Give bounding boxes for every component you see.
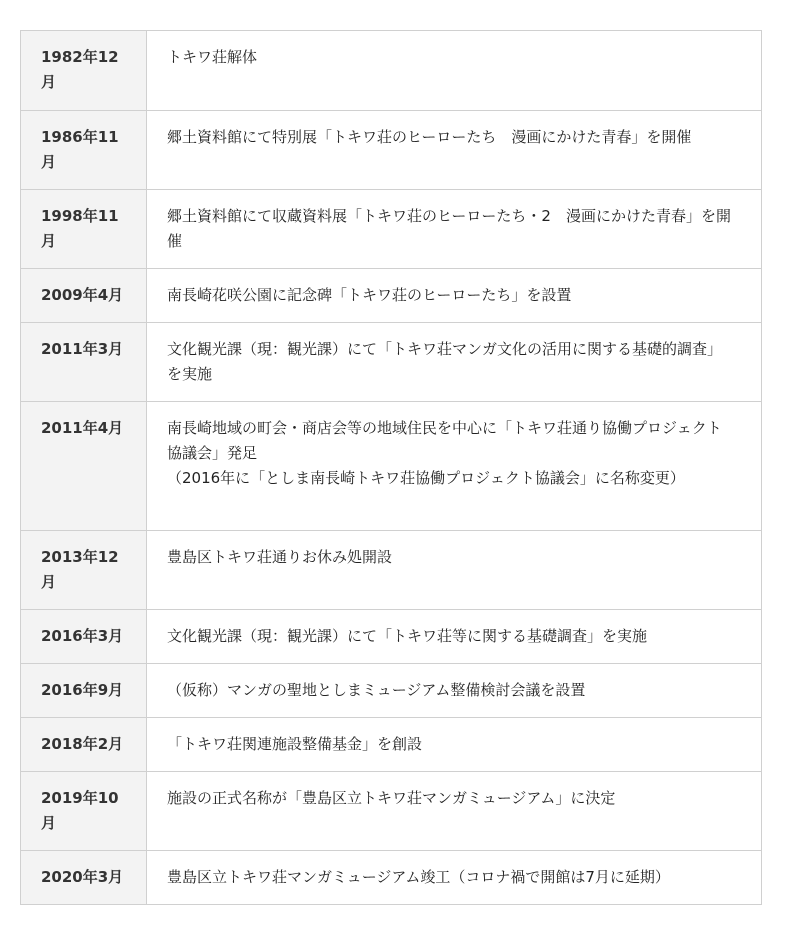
table-row [21,402,762,531]
event-cell [147,31,762,111]
event-cell [147,610,762,664]
table-row [21,531,762,610]
event-cell [147,323,762,402]
table-row [21,190,762,269]
table-row [21,323,762,402]
event-text: 「トキワ荘関連施設整備基金」を創設 [167,735,423,753]
date-cell: 2016年3月 [21,610,147,664]
table-row [21,664,762,718]
event-cell [147,402,762,531]
table-row [21,31,762,111]
event-note: （2016年に「としま南長崎トキワ荘協働プロジェクト協議会」に名称変更） [167,469,685,487]
event-text: 郷土資料館にて収蔵資料展「トキワ荘のヒーローたち・2 漫画にかけた青春」を開催 [167,207,731,250]
date-cell: 2018年2月 [21,718,147,772]
date-cell: 1998年11月 [21,190,147,269]
table-row [21,610,762,664]
event-text: 郷土資料館にて特別展「トキワ荘のヒーローたち 漫画にかけた青春」を開催 [167,128,692,146]
event-cell [147,772,762,851]
date-cell: 2020年3月 [21,851,147,905]
event-text: 豊島区立トキワ荘マンガミュージアム竣工（コロナ禍で開館は7月に延期） [167,868,670,886]
date-cell: 2019年10月 [21,772,147,851]
event-text: 施設の正式名称が「豊島区立トキワ荘マンガミュージアム」に決定 [167,789,616,807]
table-row [21,269,762,323]
event-text: 南長崎花咲公園に記念碑「トキワ荘のヒーローたち」を設置 [167,286,572,304]
date-cell: 2011年3月 [21,323,147,402]
event-cell [147,111,762,190]
table-row [21,772,762,851]
event-cell [147,531,762,610]
date-cell: 1982年12月 [21,31,147,111]
event-text: （仮称）マンガの聖地としまミュージアム整備検討会議を設置 [167,681,586,699]
event-cell [147,851,762,905]
event-text: 豊島区トキワ荘通りお休み処開設 [167,548,393,566]
table-row [21,111,762,190]
date-cell: 1986年11月 [21,111,147,190]
event-text: 南長崎地域の町会・商店会等の地域住民を中心に「トキワ荘通り協働プロジェクト協議会」発足 [167,419,722,462]
date-cell: 2011年4月 [21,402,147,531]
date-cell: 2009年4月 [21,269,147,323]
event-cell [147,269,762,323]
date-cell: 2016年9月 [21,664,147,718]
date-cell: 2013年12月 [21,531,147,610]
table-row [21,851,762,905]
history-table [20,30,762,905]
event-text: 文化観光課（現：観光課）にて「トキワ荘マンガ文化の活用に関する基礎的調査」を実施 [167,340,723,383]
event-cell [147,664,762,718]
event-cell [147,190,762,269]
table-row [21,718,762,772]
event-text: トキワ荘解体 [167,48,258,66]
event-text: 文化観光課（現：観光課）にて「トキワ荘等に関する基礎調査」を実施 [167,627,648,645]
event-cell [147,718,762,772]
